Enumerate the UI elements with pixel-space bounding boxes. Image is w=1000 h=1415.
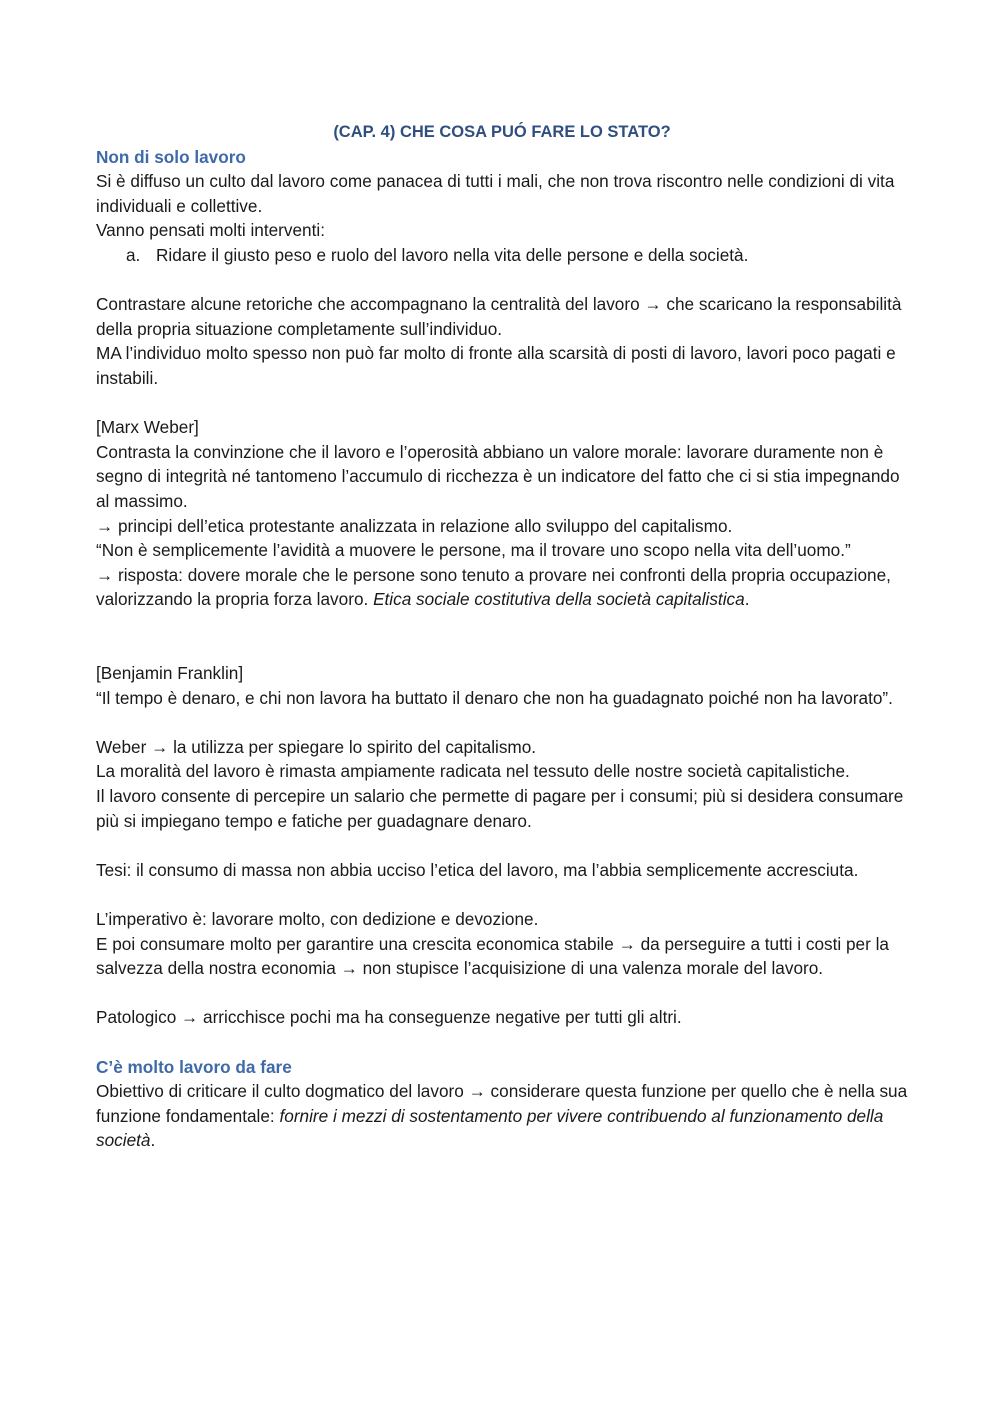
paragraph: Vanno pensati molti interventi: [96, 220, 325, 241]
paragraph: → principi dell’etica protestante analizzata in relazione allo sviluppo del capitalismo. [96, 515, 733, 536]
arrow-right-icon: → [181, 1007, 199, 1028]
list-item [96, 243, 908, 268]
paragraph: E poi consumare molto per garantire una crescita economica stabile → da perseguire a tutti i costi per la salvezza della nostra economia → non stupisce l’acquisizione di una valenza morale del lavoro. [96, 933, 889, 979]
page-title: (CAP. 4) CHE COSA PUÓ FARE LO STATO? [333, 123, 671, 141]
document-body [96, 120, 908, 1153]
arrow-right-icon: → [96, 564, 114, 585]
arrow-right-icon: → [468, 1081, 486, 1102]
quote: “Non è semplicemente l’avidità a muovere le persone, ma il trovare uno scopo nella vita dell’uomo.” [96, 540, 851, 561]
emphasis-text: Etica sociale costitutiva della società capitalistica [373, 589, 745, 610]
emphasis-text: fornire i mezzi di sostentamento per vivere contribuendo al funzionamento della società [96, 1105, 884, 1151]
section-heading-non-di-solo-lavoro: Non di solo lavoro [96, 146, 246, 167]
section-heading-molto-lavoro-da-fare: C’è molto lavoro da fare [96, 1056, 292, 1077]
paragraph: Tesi: il consumo di massa non abbia ucciso l’etica del lavoro, ma l’abbia semplicemente accresciuta. [96, 859, 859, 880]
arrow-right-icon: → [340, 958, 358, 979]
quote: “Il tempo è denaro, e chi non lavora ha buttato il denaro che non ha guadagnato poiché non ha lavorato”. [96, 687, 893, 708]
paragraph: Patologico → arricchisce pochi ma ha conseguenze negative per tutti gli altri. [96, 1007, 682, 1028]
paragraph: → risposta: dovere morale che le persone sono tenuto a provare nei confronti della propria occupazione, valorizzando la propria forza lavoro. Etica sociale costitutiva della società capitalistica. [96, 564, 891, 610]
paragraph: La moralità del lavoro è rimasta ampiamente radicata nel tessuto delle nostre società capitalistiche. [96, 761, 850, 782]
arrow-right-icon: → [618, 933, 636, 954]
paragraph: L’imperativo è: lavorare molto, con dedizione e devozione. [96, 909, 539, 929]
arrow-right-icon: → [644, 294, 662, 315]
paragraph: MA l’individuo molto spesso non può far molto di fronte alla scarsità di posti di lavoro, lavori poco pagati e instabili. [96, 343, 896, 388]
citation-tag-franklin: [Benjamin Franklin] [96, 663, 244, 684]
paragraph: Si è diffuso un culto dal lavoro come panacea di tutti i mali, che non trova riscontro nelle condizioni di vita individuali e collettive. [96, 171, 895, 216]
list-marker: a. [126, 244, 141, 265]
paragraph: Weber → la utilizza per spiegare lo spirito del capitalismo. [96, 736, 537, 757]
arrow-right-icon: → [96, 515, 114, 536]
paragraph: Il lavoro consente di percepire un salario che permette di pagare per i consumi; più si desidera consumare più si impiegano tempo e fatiche per guadagnare denaro. [96, 786, 904, 831]
paragraph: Obiettivo di criticare il culto dogmatico del lavoro → considerare questa funzione per quello che è nella sua funzione fondamentale: fornire i mezzi di sostentamento per vivere contribuendo al funzionamento della società. [96, 1081, 908, 1151]
paragraph: Contrastare alcune retoriche che accompagnano la centralità del lavoro → che scaricano la responsabilità della propria situazione completamente sull’individuo. [96, 294, 902, 339]
paragraph: Contrasta la convinzione che il lavoro e l’operosità abbiano un valore morale: lavorare duramente non è segno di integrità né tantomeno l’accumulo di ricchezza è un indicatore del fatto che ci si stia impegnando al massimo. [96, 441, 900, 511]
list-item-text: Ridare il giusto peso e ruolo del lavoro nella vita delle persone e della società. [156, 244, 749, 265]
citation-tag-weber: [Marx Weber] [96, 417, 199, 438]
arrow-right-icon: → [151, 736, 169, 757]
